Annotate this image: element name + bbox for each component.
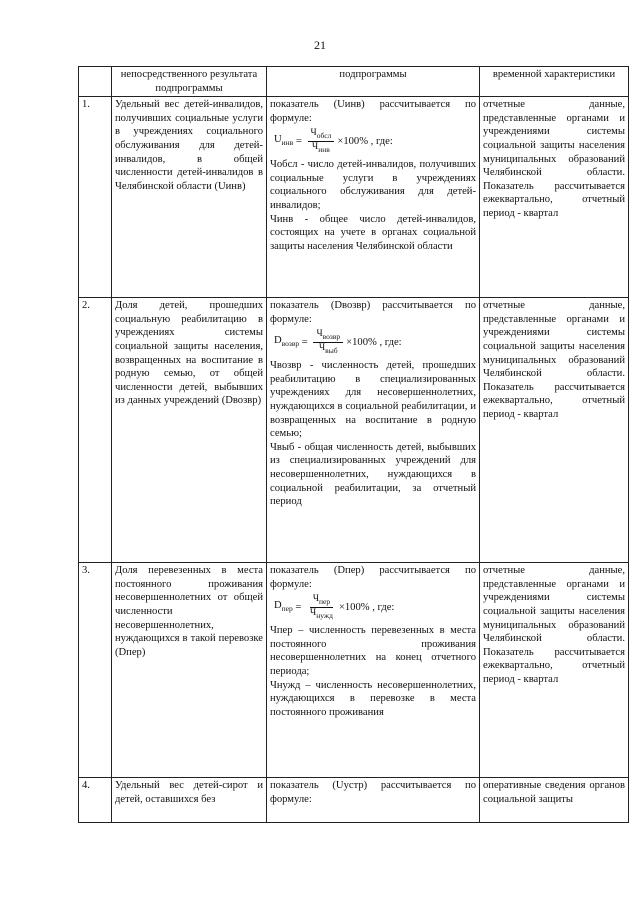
header-cell-indicator: непосредственного результата подпрограммы (112, 67, 267, 97)
source-text: отчетные данные, представленные органами и учреждениями системы социальной защиты населения муниципальных образований Челябинской области. Показатель рассчитывается ежеквартально, отчетный период - квартал (480, 97, 629, 298)
formula-equals: = (299, 336, 311, 348)
header-cell-num (79, 67, 112, 97)
row-number: 1. (79, 97, 112, 298)
indicator-text: Удельный вес детей-инвалидов, получивших социальные услуги в учреждениях социального обслуживания для детей-инвалидов, в общей численности детей-инвалидов в Челябинской области (Uинв) (112, 97, 267, 298)
indicator-text: Удельный вес детей-сирот и детей, оставшихся без (112, 778, 267, 823)
indicators-table (78, 66, 629, 823)
indicator-text: Доля перевезенных в места постоянного проживания несовершеннолетних от общей численности несовершеннолетних, нуждающихся в такой перевозке (Dпер) (112, 563, 267, 778)
formula-intro: показатель (Uустр) рассчитывается по формуле: (270, 780, 476, 805)
formula (274, 594, 476, 621)
method-cell (267, 298, 480, 563)
table-row (79, 563, 629, 778)
formula (274, 128, 476, 155)
formula-intro: показатель (Dпер) рассчитывается по формуле: (270, 565, 476, 590)
header-cell-method: подпрограммы (267, 67, 480, 97)
source-text: оперативные сведения органов социальной защиты (480, 778, 629, 823)
table-row (79, 298, 629, 563)
table-row (79, 97, 629, 298)
definition: Чинв - общее число детей-инвалидов, состоящих на учете в органах социальной защиты населения Челябинской области (270, 213, 476, 252)
definition: Чпер – численность перевезенных в места постоянного проживания несовершеннолетних на конец отчетного периода; (270, 625, 476, 677)
method-cell (267, 563, 480, 778)
row-number: 4. (79, 778, 112, 823)
row-number: 2. (79, 298, 112, 563)
method-cell (267, 97, 480, 298)
table-header-row (79, 67, 629, 97)
definition: Чвыб - общая численность детей, выбывших из специализированных учреждений для несовершеннолетних, нуждающихся в социальной реабилитации, за отчетный период (270, 441, 476, 508)
formula-fraction: $\frac{Ч_{обсл}}{Ч_{инв}}$ (308, 128, 335, 155)
formula-tail: ×100% , где: (338, 601, 395, 613)
formula-lhs: $D_{возвр}$ (274, 335, 300, 349)
formula-fraction: $\frac{Ч_{пер}}{Ч_{нужд}}$ (310, 594, 333, 621)
formula-intro: показатель (Dвозвр) рассчитывается по формуле: (270, 300, 476, 325)
formula-lhs: $U_{инв}$ (274, 134, 294, 148)
definition: Чвозвр - численность детей, прошедших реабилитацию в специализированных учреждениях для несовершеннолетних, нуждающихся в социальной реабилитации, и возвращенных на воспитание в родную семью; (270, 360, 476, 440)
source-text: отчетные данные, представленные органами и учреждениями системы социальной защиты населения муниципальных образований Челябинской области. Показатель рассчитывается ежеквартально, отчетный период - квартал (480, 563, 629, 778)
row-number: 3. (79, 563, 112, 778)
table-row (79, 778, 629, 823)
definition: Чнужд – численность несовершеннолетних, нуждающихся в перевозке в места постоянного проживания (270, 679, 476, 718)
method-cell (267, 778, 480, 823)
formula-lhs: $D_{пер}$ (274, 600, 293, 614)
formula-equals: = (293, 135, 305, 147)
formula (274, 329, 476, 356)
formula-equals: = (292, 601, 305, 613)
definition: Чобсл - число детей-инвалидов, получивших социальные услуги в учреждениях социального обслуживания для детей-инвалидов; (270, 159, 476, 211)
source-text: отчетные данные, представленные органами и учреждениями системы социальной защиты населения муниципальных образований Челябинской области. Показатель рассчитывается ежеквартально, отчетный период - квартал (480, 298, 629, 563)
page-number: 21 (314, 38, 326, 52)
indicator-text: Доля детей, прошедших социальную реабилитацию в учреждениях системы социальной защиты населения, возвращенных на воспитание в родную семью, от общей численности детей, выбывших из данных учреждений (Dвозвр) (112, 298, 267, 563)
formula-fraction: $\frac{Ч_{возвр}}{Ч_{выб}}$ (313, 329, 343, 356)
formula-tail: ×100% , где: (337, 135, 393, 147)
formula-intro: показатель (Uинв) рассчитывается по формуле: (270, 99, 476, 124)
formula-tail: ×100% , где: (346, 336, 402, 348)
header-cell-source: временной характеристики (480, 67, 629, 97)
